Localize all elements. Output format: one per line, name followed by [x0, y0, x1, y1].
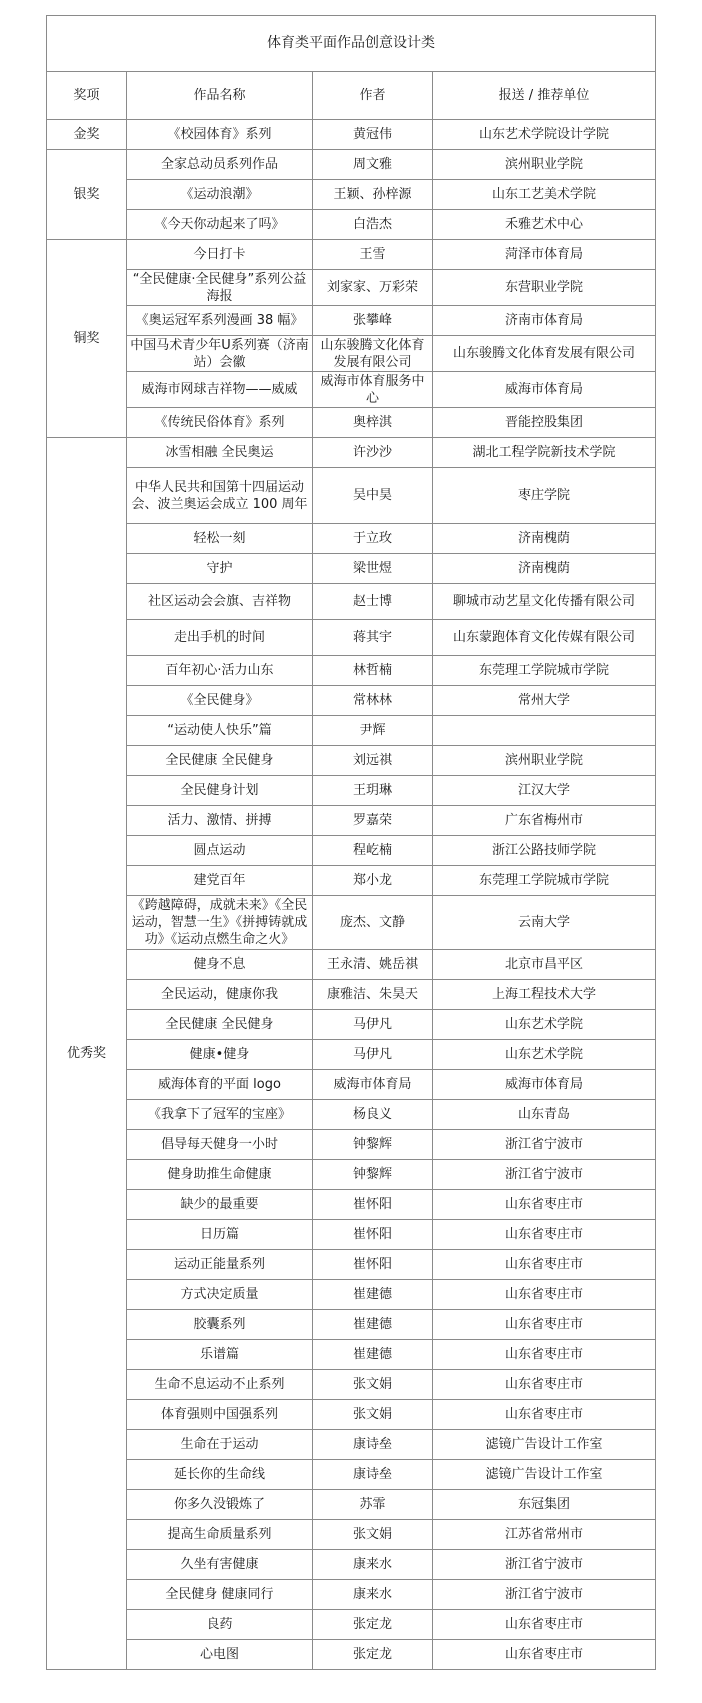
author-cell: 山东骏腾文化体育发展有限公司: [313, 336, 433, 372]
author-cell: 钟黎辉: [313, 1130, 433, 1160]
unit-cell: 聊城市动艺星文化传播有限公司: [433, 584, 656, 620]
unit-cell: 东营职业学院: [433, 270, 656, 306]
unit-cell: 山东艺术学院: [433, 1040, 656, 1070]
table-row: [47, 1340, 656, 1370]
table-row: [47, 524, 656, 554]
work-name-cell: 威海体育的平面 logo: [127, 1070, 313, 1100]
table-row: [47, 1190, 656, 1220]
table-row: [47, 336, 656, 372]
unit-cell: 江苏省常州市: [433, 1520, 656, 1550]
unit-cell: 山东省枣庄市: [433, 1610, 656, 1640]
table-row: [47, 896, 656, 950]
table-row: [47, 620, 656, 656]
table-row: [47, 980, 656, 1010]
unit-cell: 菏泽市体育局: [433, 240, 656, 270]
table-row: [47, 1580, 656, 1610]
unit-cell: 山东骏腾文化体育发展有限公司: [433, 336, 656, 372]
table-row: [47, 806, 656, 836]
table-row: [47, 306, 656, 336]
work-name-cell: 提高生命质量系列: [127, 1520, 313, 1550]
table-row: [47, 1040, 656, 1070]
table-row: [47, 1280, 656, 1310]
unit-cell: 滤镜广告设计工作室: [433, 1430, 656, 1460]
unit-cell: 禾雅艺术中心: [433, 210, 656, 240]
work-name-cell: 倡导每天健身一小时: [127, 1130, 313, 1160]
work-name-cell: 《今天你动起来了吗》: [127, 210, 313, 240]
author-cell: 马伊凡: [313, 1010, 433, 1040]
author-cell: 奥梓淇: [313, 408, 433, 438]
award-level-cell: 优秀奖: [47, 438, 127, 1670]
author-cell: 梁世煜: [313, 554, 433, 584]
author-cell: 王永清、姚岳祺: [313, 950, 433, 980]
work-name-cell: 守护: [127, 554, 313, 584]
header-author: 作者: [313, 72, 433, 120]
table-row: [47, 836, 656, 866]
author-cell: 刘家家、万彩荣: [313, 270, 433, 306]
work-name-cell: 《奥运冠军系列漫画 38 幅》: [127, 306, 313, 336]
work-name-cell: 今日打卡: [127, 240, 313, 270]
author-cell: 白浩杰: [313, 210, 433, 240]
unit-cell: 山东省枣庄市: [433, 1220, 656, 1250]
work-name-cell: 久坐有害健康: [127, 1550, 313, 1580]
author-cell: 吴中昊: [313, 468, 433, 524]
work-name-cell: 圆点运动: [127, 836, 313, 866]
unit-cell: [433, 716, 656, 746]
table-row: [47, 584, 656, 620]
author-cell: 王雪: [313, 240, 433, 270]
award-level-cell: 铜奖: [47, 240, 127, 438]
table-row: [47, 210, 656, 240]
author-cell: 康雅洁、朱昊天: [313, 980, 433, 1010]
table-row: [47, 408, 656, 438]
author-cell: 于立玫: [313, 524, 433, 554]
unit-cell: 山东艺术学院: [433, 1010, 656, 1040]
unit-cell: 浙江省宁波市: [433, 1550, 656, 1580]
work-name-cell: 方式决定质量: [127, 1280, 313, 1310]
unit-cell: 山东青岛: [433, 1100, 656, 1130]
author-cell: 王颖、孙梓源: [313, 180, 433, 210]
work-name-cell: 健康•健身: [127, 1040, 313, 1070]
unit-cell: 山东省枣庄市: [433, 1400, 656, 1430]
table-row: [47, 120, 656, 150]
table-row: [47, 776, 656, 806]
author-cell: 庞杰、文静: [313, 896, 433, 950]
table-row: [47, 1250, 656, 1280]
work-name-cell: 健身不息: [127, 950, 313, 980]
author-cell: 王玥琳: [313, 776, 433, 806]
author-cell: 赵士博: [313, 584, 433, 620]
unit-cell: 湖北工程学院新技术学院: [433, 438, 656, 468]
table-row: [47, 1310, 656, 1340]
author-cell: 崔怀阳: [313, 1220, 433, 1250]
table-title: 体育类平面作品创意设计类: [47, 16, 656, 72]
author-cell: 康诗垒: [313, 1430, 433, 1460]
author-cell: 崔建德: [313, 1310, 433, 1340]
table-row: [47, 468, 656, 524]
unit-cell: 山东工艺美术学院: [433, 180, 656, 210]
author-cell: 张文娟: [313, 1400, 433, 1430]
table-row: [47, 372, 656, 408]
work-name-cell: 延长你的生命线: [127, 1460, 313, 1490]
table-row: [47, 686, 656, 716]
author-cell: 杨良义: [313, 1100, 433, 1130]
unit-cell: 晋能控股集团: [433, 408, 656, 438]
work-name-cell: 社区运动会会旗、吉祥物: [127, 584, 313, 620]
unit-cell: 滨州职业学院: [433, 150, 656, 180]
work-name-cell: “运动使人快乐”篇: [127, 716, 313, 746]
work-name-cell: 《全民健身》: [127, 686, 313, 716]
table-row: [47, 1370, 656, 1400]
unit-cell: 山东省枣庄市: [433, 1370, 656, 1400]
work-name-cell: 全民运动，健康你我: [127, 980, 313, 1010]
unit-cell: 枣庄学院: [433, 468, 656, 524]
work-name-cell: 乐谱篇: [127, 1340, 313, 1370]
unit-cell: 北京市昌平区: [433, 950, 656, 980]
work-name-cell: 全家总动员系列作品: [127, 150, 313, 180]
unit-cell: 浙江省宁波市: [433, 1580, 656, 1610]
author-cell: 康诗垒: [313, 1460, 433, 1490]
work-name-cell: 胶囊系列: [127, 1310, 313, 1340]
table-row: [47, 746, 656, 776]
author-cell: 康来水: [313, 1580, 433, 1610]
author-cell: 黄冠伟: [313, 120, 433, 150]
author-cell: 林哲楠: [313, 656, 433, 686]
author-cell: 张攀峰: [313, 306, 433, 336]
unit-cell: 常州大学: [433, 686, 656, 716]
table-row: [47, 1460, 656, 1490]
unit-cell: 江汉大学: [433, 776, 656, 806]
work-name-cell: 体育强则中国强系列: [127, 1400, 313, 1430]
table-row: [47, 1550, 656, 1580]
unit-cell: 东冠集团: [433, 1490, 656, 1520]
author-cell: 蒋其宇: [313, 620, 433, 656]
author-cell: 刘远祺: [313, 746, 433, 776]
awards-table: [46, 15, 656, 1670]
work-name-cell: 威海市网球吉祥物——威威: [127, 372, 313, 408]
unit-cell: 浙江公路技师学院: [433, 836, 656, 866]
table-row: [47, 1130, 656, 1160]
unit-cell: 山东省枣庄市: [433, 1340, 656, 1370]
work-name-cell: 生命在于运动: [127, 1430, 313, 1460]
unit-cell: 山东省枣庄市: [433, 1190, 656, 1220]
table-row: [47, 1520, 656, 1550]
work-name-cell: 日历篇: [127, 1220, 313, 1250]
author-cell: 郑小龙: [313, 866, 433, 896]
author-cell: 许沙沙: [313, 438, 433, 468]
table-row: [47, 1010, 656, 1040]
author-cell: 尹辉: [313, 716, 433, 746]
author-cell: 张文娟: [313, 1520, 433, 1550]
work-name-cell: 百年初心·活力山东: [127, 656, 313, 686]
work-name-cell: 走出手机的时间: [127, 620, 313, 656]
unit-cell: 云南大学: [433, 896, 656, 950]
work-name-cell: 全民健康 全民健身: [127, 746, 313, 776]
table-row: [47, 1640, 656, 1670]
table-row: [47, 1490, 656, 1520]
table-row: [47, 1430, 656, 1460]
unit-cell: 滤镜广告设计工作室: [433, 1460, 656, 1490]
table-row: [47, 1070, 656, 1100]
unit-cell: 山东艺术学院设计学院: [433, 120, 656, 150]
author-cell: 罗嘉荣: [313, 806, 433, 836]
author-cell: 崔怀阳: [313, 1190, 433, 1220]
author-cell: 威海市体育局: [313, 1070, 433, 1100]
author-cell: 张定龙: [313, 1640, 433, 1670]
unit-cell: 山东省枣庄市: [433, 1280, 656, 1310]
work-name-cell: 缺少的最重要: [127, 1190, 313, 1220]
table-row: [47, 270, 656, 306]
unit-cell: 滨州职业学院: [433, 746, 656, 776]
work-name-cell: 中华人民共和国第十四届运动会、波兰奥运会成立 100 周年: [127, 468, 313, 524]
work-name-cell: 健身助推生命健康: [127, 1160, 313, 1190]
award-level-cell: 金奖: [47, 120, 127, 150]
author-cell: 程屹楠: [313, 836, 433, 866]
table-row: [47, 554, 656, 584]
table-row: [47, 180, 656, 210]
unit-cell: 东莞理工学院城市学院: [433, 656, 656, 686]
work-name-cell: 建党百年: [127, 866, 313, 896]
header-unit: 报送 / 推荐单位: [433, 72, 656, 120]
unit-cell: 山东省枣庄市: [433, 1310, 656, 1340]
author-cell: 周文雅: [313, 150, 433, 180]
unit-cell: 上海工程技术大学: [433, 980, 656, 1010]
work-name-cell: 《运动浪潮》: [127, 180, 313, 210]
author-cell: 钟黎辉: [313, 1160, 433, 1190]
work-name-cell: 良药: [127, 1610, 313, 1640]
header-row: [47, 72, 656, 120]
table-row: [47, 240, 656, 270]
unit-cell: 威海市体育局: [433, 372, 656, 408]
unit-cell: 浙江省宁波市: [433, 1130, 656, 1160]
unit-cell: 浙江省宁波市: [433, 1160, 656, 1190]
work-name-cell: 《跨越障碍，成就未来》《全民运动，智慧一生》《拼搏铸就成功》《运动点燃生命之火》: [127, 896, 313, 950]
work-name-cell: 全民健康 全民健身: [127, 1010, 313, 1040]
work-name-cell: “全民健康·全民健身”系列公益海报: [127, 270, 313, 306]
author-cell: 苏霏: [313, 1490, 433, 1520]
table-row: [47, 1160, 656, 1190]
unit-cell: 山东蒙跑体育文化传媒有限公司: [433, 620, 656, 656]
table-row: [47, 150, 656, 180]
work-name-cell: 运动正能量系列: [127, 1250, 313, 1280]
work-name-cell: 中国马术青少年U系列赛（济南站）会徽: [127, 336, 313, 372]
work-name-cell: 全民健身 健康同行: [127, 1580, 313, 1610]
table-row: [47, 950, 656, 980]
author-cell: 常林林: [313, 686, 433, 716]
table-row: [47, 1400, 656, 1430]
work-name-cell: 《我拿下了冠军的宝座》: [127, 1100, 313, 1130]
work-name-cell: 冰雪相融 全民奥运: [127, 438, 313, 468]
unit-cell: 山东省枣庄市: [433, 1250, 656, 1280]
unit-cell: 济南槐荫: [433, 554, 656, 584]
table-row: [47, 656, 656, 686]
work-name-cell: 你多久没锻炼了: [127, 1490, 313, 1520]
work-name-cell: 全民健身计划: [127, 776, 313, 806]
table-row: [47, 1220, 656, 1250]
unit-cell: 济南槐荫: [433, 524, 656, 554]
author-cell: 马伊凡: [313, 1040, 433, 1070]
unit-cell: 东莞理工学院城市学院: [433, 866, 656, 896]
unit-cell: 济南市体育局: [433, 306, 656, 336]
work-name-cell: 《传统民俗体育》系列: [127, 408, 313, 438]
author-cell: 张定龙: [313, 1610, 433, 1640]
table-row: [47, 866, 656, 896]
work-name-cell: 活力、激情、拼搏: [127, 806, 313, 836]
header-work: 作品名称: [127, 72, 313, 120]
author-cell: 张文娟: [313, 1370, 433, 1400]
header-award: 奖项: [47, 72, 127, 120]
author-cell: 威海市体育服务中心: [313, 372, 433, 408]
awards-body: [47, 120, 656, 1670]
author-cell: 康来水: [313, 1550, 433, 1580]
work-name-cell: 生命不息运动不止系列: [127, 1370, 313, 1400]
table-row: [47, 438, 656, 468]
table-row: [47, 1610, 656, 1640]
unit-cell: 威海市体育局: [433, 1070, 656, 1100]
work-name-cell: 轻松一刻: [127, 524, 313, 554]
author-cell: 崔怀阳: [313, 1250, 433, 1280]
award-level-cell: 银奖: [47, 150, 127, 240]
work-name-cell: 心电图: [127, 1640, 313, 1670]
table-row: [47, 1100, 656, 1130]
unit-cell: 广东省梅州市: [433, 806, 656, 836]
unit-cell: 山东省枣庄市: [433, 1640, 656, 1670]
author-cell: 崔建德: [313, 1340, 433, 1370]
author-cell: 崔建德: [313, 1280, 433, 1310]
table-row: [47, 716, 656, 746]
work-name-cell: 《校园体育》系列: [127, 120, 313, 150]
